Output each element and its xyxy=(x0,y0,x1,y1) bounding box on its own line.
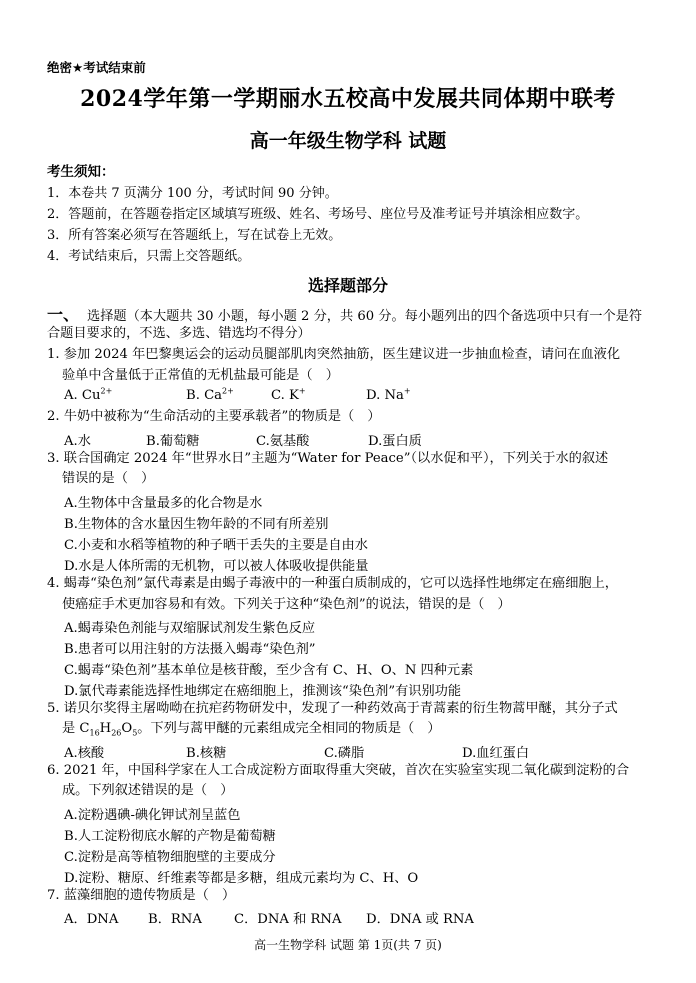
q1-option-a-sup: 2+ xyxy=(100,386,113,396)
section-title: 选择题部分 xyxy=(307,276,388,295)
q1-option-b-sup: 2+ xyxy=(222,386,234,396)
q1-option-b-text: B. Ca xyxy=(186,388,223,403)
q1-option-c-sup: + xyxy=(298,386,306,396)
q3-option-b: B.生物体的含水量因生物年龄的不同有所差别 xyxy=(64,517,329,532)
part-name: 选择题 xyxy=(87,309,127,324)
q1-option-a-text: A. Cu xyxy=(64,388,101,403)
q6-option-c: C.淀粉是高等植物细胞壁的主要成分 xyxy=(64,850,276,865)
q2-option-b: B.葡萄糖 xyxy=(146,434,200,449)
q6-stem-line-2: 成。下列叙述错误的是（ ） xyxy=(62,783,234,798)
q7-option-d: D．DNA 或 RNA xyxy=(366,912,474,927)
q4-stem-line-2: 使癌症手术更加容易和有效。下列关于这种“染色剂”的说法，错误的是（ ） xyxy=(62,597,511,612)
q2-stem-line-1: 2. 牛奶中被称为“生命活动的主要承载者”的物质是（ ） xyxy=(47,409,381,424)
q5-formula-h: H xyxy=(99,721,112,736)
exam-title: 2024学年第一学期丽水五校高中发展共同体期中联考 xyxy=(80,86,616,112)
q3-option-d: D.水是人体所需的无机物，可以被人体吸收提供能量 xyxy=(64,559,369,574)
q5-option-a: A.核酸 xyxy=(64,746,105,761)
q5-option-b: B.核糖 xyxy=(186,746,227,761)
q4-stem-line-1: 4. 蝎毒“染色剂”氯代毒素是由蝎子毒液中的一种蛋白质制成的，它可以选择性地绑定在癌细胞上， xyxy=(47,576,618,591)
q1-stem-line-2: 验单中含量低于正常值的无机盐最可能是（ ） xyxy=(62,368,339,383)
notice-item-2: 2．答题前，在答题卷指定区域填写班级、姓名、考场号、座位号及准考证号并填涂相应数字。 xyxy=(47,207,589,222)
q3-option-a: A.生物体中含量最多的化合物是水 xyxy=(64,496,263,511)
part-intro-text: （本大题共 30 小题，每小题 2 分，共 60 分。每小题列出的四个备选项中只有一个是符 xyxy=(126,309,643,324)
q7-option-b: B．RNA xyxy=(148,912,202,927)
q5-option-d: D.血红蛋白 xyxy=(462,746,530,761)
q1-stem-line-1: 1. 参加 2024 年巴黎奥运会的运动员腿部肌肉突然抽筋，医生建议进一步抽血检查，请问在血液化 xyxy=(47,347,621,362)
page-footer: 高一生物学科 试题 第 1页(共 7 页) xyxy=(254,938,442,952)
q5-formula-sub-1: 16 xyxy=(89,728,100,738)
q6-option-b: B.人工淀粉彻底水解的产物是葡萄糖 xyxy=(64,829,276,844)
q7-stem-line-1: 7. 蓝藻细胞的遗传物质是（ ） xyxy=(47,888,236,903)
part-label: 一、 xyxy=(47,305,80,324)
q4-option-b: B.患者可以用注射的方法摄入蝎毒“染色剂” xyxy=(64,642,316,657)
q5-formula-o: O xyxy=(121,721,133,736)
part-intro-line-2: 合题目要求的，不选、多选、错选均不得分） xyxy=(47,326,311,341)
notice-heading: 考生须知： xyxy=(47,164,115,180)
q5-stem-line-2-text: 。下列与蒿甲醚的元素组成完全相同的物质是（ ） xyxy=(137,721,441,736)
q1-option-d-text: D. Na xyxy=(366,388,404,403)
q5-stem-line-2 xyxy=(62,721,441,738)
q4-option-c: C.蝎毒“染色剂”基本单位是核苷酸，至少含有 C、H、O、N 四种元素 xyxy=(64,663,474,678)
q5-formula-sub-2: 26 xyxy=(111,728,122,738)
notice-item-4: 4．考试结束后，只需上交答题纸。 xyxy=(47,249,251,264)
q5-formula-sub-3: 5 xyxy=(132,728,138,738)
q2-option-c: C.氨基酸 xyxy=(256,434,310,449)
q3-stem-line-1: 3. 联合国确定 2024 年“世界水日”主题为“Water for Peace”（以水促和平），下列关于水的叙述 xyxy=(47,451,609,466)
q7-option-a: A．DNA xyxy=(64,912,119,927)
notice-item-3: 3．所有答案必须写在答题纸上，写在试卷上无效。 xyxy=(47,228,342,243)
q5-formula-c: 是 C xyxy=(62,721,90,736)
secret-mark: 绝密★考试结束前 xyxy=(47,60,146,75)
q1-option-c-text: C. K xyxy=(271,388,299,403)
q1-option-c xyxy=(271,388,306,403)
q1-option-b xyxy=(186,388,234,403)
q5-stem-line-1: 5. 诺贝尔奖得主屠呦呦在抗疟药物研发中，发现了一种药效高于青蒿素的衍生物蒿甲醚，其分子式 xyxy=(47,701,618,716)
q5-option-c: C.磷脂 xyxy=(324,746,365,761)
q6-option-a: A.淀粉遇碘-碘化钾试剂呈蓝色 xyxy=(64,808,241,823)
notice-item-1: 1．本卷共 7 页满分 100 分，考试时间 90 分钟。 xyxy=(47,186,338,201)
q1-option-a xyxy=(64,388,112,403)
q3-option-c: C.小麦和水稻等植物的种子晒干丢失的主要是自由水 xyxy=(64,538,368,553)
part-intro-line-1 xyxy=(47,307,642,323)
q2-option-d: D.蛋白质 xyxy=(368,434,422,449)
q6-stem-line-1: 6. 2021 年，中国科学家在人工合成淀粉方面取得重大突破，首次在实验室实现二氧化碳到淀粉的合 xyxy=(47,763,630,778)
q2-option-a: A.水 xyxy=(64,434,91,449)
q4-option-d: D.氯代毒素能选择性地绑定在癌细胞上，推测该“染色剂”有识别功能 xyxy=(64,684,462,699)
q7-option-c: C．DNA 和 RNA xyxy=(234,912,342,927)
q3-stem-line-2: 错误的是（ ） xyxy=(62,471,155,486)
q1-option-d xyxy=(366,388,411,403)
exam-subtitle: 高一年级生物学科 试题 xyxy=(249,130,447,152)
q6-option-d: D.淀粉、糖原、纤维素等都是多糖，组成元素均为 C、H、O xyxy=(64,871,419,886)
q1-option-d-sup: + xyxy=(403,386,411,396)
q4-option-a: A.蝎毒染色剂能与双缩脲试剂发生紫色反应 xyxy=(64,621,316,636)
